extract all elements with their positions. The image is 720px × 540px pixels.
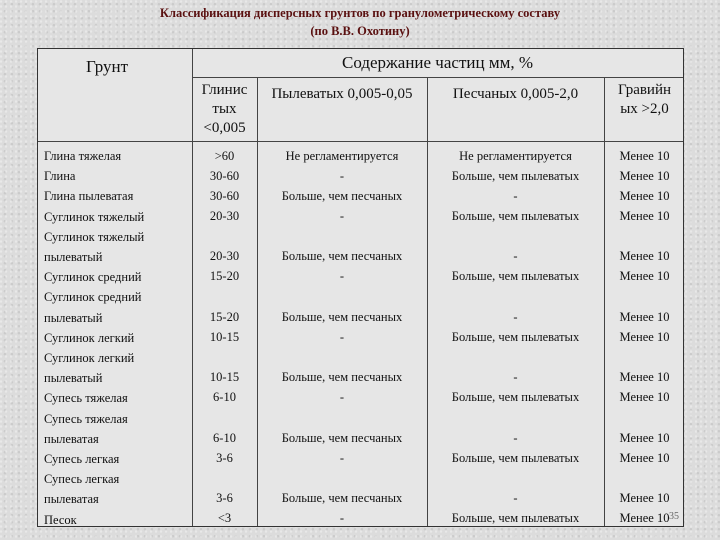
sand-value: - [513, 310, 518, 324]
gravel-value: Менее 10 [619, 149, 670, 163]
soil-name-line: Суглинок легкий [44, 351, 135, 366]
clay-value: 3-6 [216, 491, 233, 505]
classification-table [37, 48, 684, 527]
clay-value: <3 [217, 511, 232, 525]
sand-value: - [513, 189, 518, 203]
silt-value: - [339, 451, 345, 465]
soil-name-line: пылеватая [44, 492, 99, 507]
gravel-cell [604, 246, 685, 286]
silt-value: Больше, чем песчаных [281, 370, 403, 384]
soil-name-line: Супесь тяжелая [44, 411, 128, 426]
soil-names [44, 146, 144, 530]
gravel-value: Менее 10 [619, 370, 670, 384]
soil-name-line: Супесь легкая [44, 452, 120, 467]
clay-value: 15-20 [209, 310, 240, 324]
soil-name-line: Суглинок легкий [44, 330, 135, 345]
silt-value: - [339, 390, 345, 404]
soil-name-line: Глина [44, 169, 76, 184]
gravel-value: Менее 10 [619, 310, 670, 324]
gravel-cell [604, 367, 685, 407]
silt-cell [257, 307, 427, 347]
soil-name-line: пылеватый [44, 310, 103, 325]
silt-value: Больше, чем песчаных [281, 310, 403, 324]
gravel-value: Менее 10 [619, 431, 670, 445]
sand-value: Больше, чем пылеватых [451, 209, 580, 223]
gravel-cell [604, 488, 685, 528]
sand-value: Не регламентируется [459, 149, 572, 163]
gravel-value: Менее 10 [619, 390, 670, 404]
soil-name-line: Супесь тяжелая [44, 391, 128, 406]
sand-value: - [513, 370, 518, 384]
clay-value: >60 [214, 149, 235, 163]
soil-name-line: Глина пылеватая [44, 189, 134, 204]
silt-cell [257, 246, 427, 286]
silt-value: - [339, 209, 345, 223]
silt-cell [257, 488, 427, 528]
subheader-sand: Песчаных 0,005-2,0 [452, 86, 579, 102]
gravel-cell [604, 146, 685, 226]
divider-body [38, 141, 683, 142]
subheader-clay: Глинис тых <0,005 [201, 82, 248, 136]
gravel-value: Менее 10 [619, 330, 670, 344]
gravel-value: Менее 10 [619, 169, 670, 183]
clay-value: 10-15 [209, 330, 240, 344]
sand-cell [427, 488, 604, 528]
header-content: Содержание частиц мм, % [341, 53, 534, 72]
soil-name-line: Глина тяжелая [44, 149, 122, 163]
silt-value: - [339, 330, 345, 344]
gravel-cell [604, 428, 685, 468]
silt-value: Больше, чем песчаных [281, 431, 403, 445]
sand-value: - [513, 249, 518, 263]
sand-value: Больше, чем пылеватых [451, 511, 580, 525]
subheader-gravel: Гравийн ых >2,0 [617, 82, 672, 117]
silt-value: - [339, 169, 345, 183]
soil-name-line: пылеватая [44, 431, 99, 446]
soil-name-line: пылеватый [44, 250, 103, 265]
sand-value: - [513, 491, 518, 505]
soil-name-line: Песок [44, 512, 77, 527]
clay-value: 6-10 [213, 390, 236, 404]
clay-value: 20-30 [209, 249, 240, 263]
gravel-value: Менее 10 [619, 209, 670, 223]
silt-value: Больше, чем песчаных [281, 249, 403, 263]
silt-cell [257, 367, 427, 407]
clay-value: 20-30 [209, 209, 240, 223]
sand-value: Больше, чем пылеватых [451, 330, 580, 344]
gravel-value: Менее 10 [619, 269, 670, 283]
clay-cell [192, 307, 257, 347]
soil-name-line: Суглинок тяжелый [44, 209, 145, 224]
clay-value: 15-20 [209, 269, 240, 283]
header-soil: Грунт [86, 57, 129, 76]
sand-cell [427, 307, 604, 347]
soil-name-line: Суглинок средний [44, 270, 142, 285]
sand-value: - [513, 431, 518, 445]
clay-cell [192, 146, 257, 226]
clay-cell [192, 367, 257, 407]
silt-value: - [339, 511, 345, 525]
page-number: 35 [669, 511, 679, 522]
sand-cell [427, 367, 604, 407]
subheader-silt: Пылеватых 0,005-0,05 [271, 86, 413, 102]
clay-cell [192, 246, 257, 286]
sand-cell [427, 428, 604, 468]
silt-value: - [339, 269, 345, 283]
gravel-value: Менее 10 [619, 491, 670, 505]
sand-value: Больше, чем пылеватых [451, 269, 580, 283]
silt-value: Больше, чем песчаных [281, 491, 403, 505]
gravel-value: Менее 10 [619, 451, 670, 465]
silt-value: Больше, чем песчаных [281, 189, 403, 203]
clay-cell [192, 488, 257, 528]
silt-value: Не регламентируется [285, 149, 399, 163]
sand-value: Больше, чем пылеватых [451, 451, 580, 465]
sand-cell [427, 246, 604, 286]
sand-value: Больше, чем пылеватых [451, 169, 580, 183]
sand-cell [427, 146, 604, 226]
soil-name-line: Суглинок средний [44, 290, 142, 305]
gravel-cell [604, 307, 685, 347]
gravel-value: Менее 10 [619, 189, 670, 203]
sand-value: Больше, чем пылеватых [451, 390, 580, 404]
clay-value: 6-10 [213, 431, 236, 445]
soil-name-line: Суглинок тяжелый [44, 229, 145, 244]
soil-name-line: пылеватый [44, 371, 103, 386]
soil-name-line: Супесь легкая [44, 472, 120, 487]
document-subtitle: (по В.В. Охотину) [310, 24, 410, 38]
silt-cell [257, 428, 427, 468]
clay-value: 30-60 [209, 169, 240, 183]
clay-value: 30-60 [209, 189, 240, 203]
gravel-value: Менее 10 [619, 249, 670, 263]
silt-cell [257, 146, 427, 226]
clay-value: 10-15 [209, 370, 240, 384]
clay-cell [192, 428, 257, 468]
clay-value: 3-6 [216, 451, 233, 465]
document-title: Классификация дисперсных грунтов по гранулометрическому составу [159, 6, 561, 20]
gravel-value: Менее 10 [619, 511, 670, 525]
divider-header [192, 77, 683, 78]
